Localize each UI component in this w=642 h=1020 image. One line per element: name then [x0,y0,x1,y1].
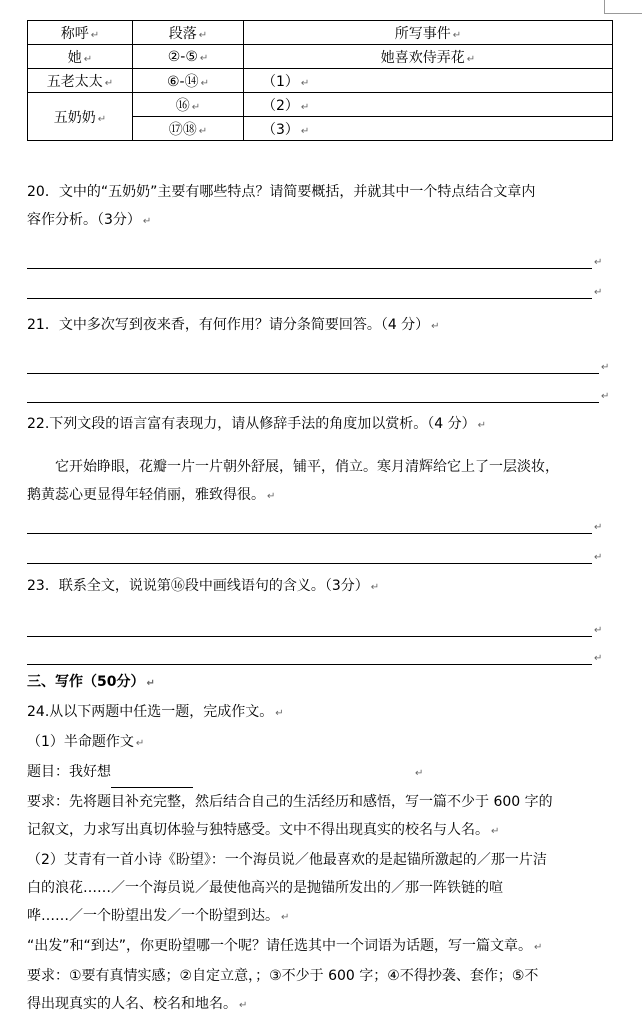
page-corner-mark [604,0,605,14]
answer-line [27,373,599,374]
passage-text: 它开始睁眼，花瓣一片一片朝外舒展，铺平，俏立。寒月清辉给它上了一层淡妆， [55,459,559,475]
writing-section [27,668,617,1020]
paragraph-cell: ⑯ ↵ [133,93,244,117]
question-22 [27,410,617,440]
header-cell: 称呼 ↵ [28,21,133,45]
answer-line [27,636,592,637]
essay-topic: 题目：我好想 ↵ [27,758,617,788]
answer-line [27,664,592,665]
prompt-text: “出发”和“到达”，你更盼望哪一个呢？请任选其中一个词语为话题，写一篇文章。 ↵ [27,938,543,954]
question-24: 24.从以下两题中任选一题，完成作文。 ↵ [27,704,284,720]
return-mark: ↵ [594,287,603,298]
question-text: 21．文中多次写到夜来香，有何作用？请分条简要回答。（4 分） ↵ [27,317,440,333]
return-mark: ↵ [594,625,603,636]
question-23 [27,572,617,602]
name-cell: 五奶奶 ↵ [28,93,133,141]
option-2-text: 哗……／一个盼望出发／一个盼望到达。 ↵ [27,908,290,924]
event-cell: （2） ↵ [244,93,613,117]
paragraph-cell: ⑰⑱ ↵ [133,117,244,141]
header-cell: 段落 ↵ [133,21,244,45]
event-cell: 她喜欢侍弄花 ↵ [244,45,613,69]
return-mark: ↵ [594,653,603,664]
character-event-table [27,20,613,141]
question-text: 22.下列文段的语言富有表现力，请从修辞手法的角度加以赏析。（4 分） ↵ [27,416,487,432]
requirement-text: 得出现真实的人名、校名和地名。 ↵ [27,996,248,1012]
paragraph-cell: ②-⑤ ↵ [133,45,244,69]
table-row [28,93,613,117]
answer-line [27,268,592,269]
table-header-row [28,21,613,45]
question-text: 23．联系全文，说说第⑯段中画线语句的含义。（3分） ↵ [27,578,380,594]
return-mark: ↵ [601,391,610,402]
answer-line [27,563,592,564]
return-mark: ↵ [601,362,610,373]
passage-text: 鹅黄蕊心更显得年轻俏丽，雅致得很。 ↵ [27,487,276,503]
paragraph-cell: ⑥-⑭ ↵ [133,69,244,93]
answer-line [27,533,592,534]
return-mark: ↵ [594,522,603,533]
answer-line [27,298,592,299]
question-text: 20．文中的“五奶奶”主要有哪些特点？请简要概括，并就其中一个特点结合文章内 [27,184,536,200]
option-2-text: 白的浪花……／一个海员说／最使他高兴的是抛锚所发出的／那一阵铁链的喧 [27,880,503,896]
option-2-text: （2）艾青有一首小诗《盼望》：一个海员说／他最喜欢的是起锚所激起的／那一片洁 [27,852,547,868]
name-cell: 五老太太 ↵ [28,69,133,93]
question-text: 容作分析。（3分） ↵ [27,212,152,228]
requirement-text: 记叙文，力求写出真切体验与独特感受。文中不得出现真实的校名与人名。 ↵ [27,822,500,838]
event-cell: （3） ↵ [244,117,613,141]
option-1-title: （1）半命题作文 ↵ [27,734,145,750]
quoted-passage [27,453,617,511]
table-row [28,69,613,93]
name-cell: 她 ↵ [28,45,133,69]
header-cell: 所写事件 ↵ [244,21,613,45]
return-mark: ↵ [594,257,603,268]
event-cell: （1） ↵ [244,69,613,93]
page-corner-mark [604,13,642,14]
section-heading: 三、写作（50分） ↵ [27,674,155,690]
requirement-text: 要求：先将题目补充完整，然后结合自己的生活经历和感悟，写一篇不少于 600 字的 [27,794,553,810]
topic-blank [111,773,193,788]
return-mark: ↵ [594,552,603,563]
question-20 [27,178,617,236]
answer-line [27,402,599,403]
requirement-text: 要求：①要有真情实感；②自定立意，；③不少于 600 字；④不得抄袭、套作；⑤不 [27,968,539,984]
question-21 [27,311,617,341]
table-row [28,45,613,69]
